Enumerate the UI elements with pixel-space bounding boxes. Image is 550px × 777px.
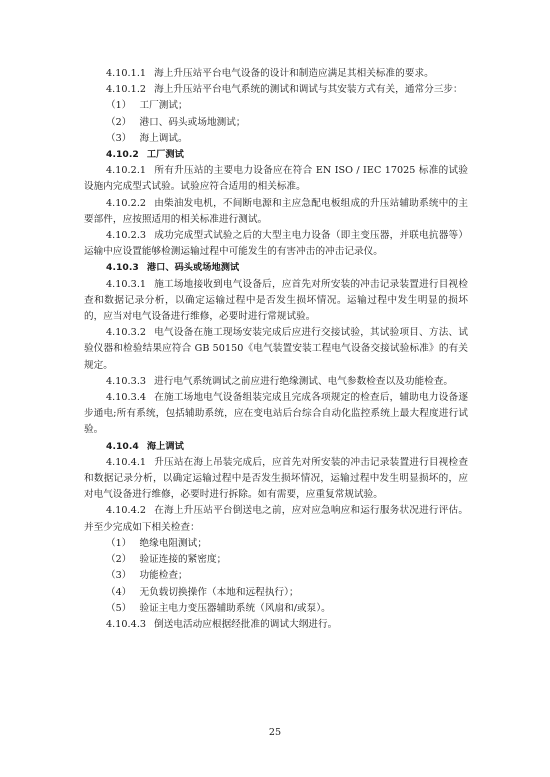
clause-4-10-2-2: 4.10.2.2 由柴油发电机，不间断电源和主应急配电板组成的升压站辅助系统中的主要部件，应按照适用的相关标准进行测试。 <box>84 197 468 225</box>
clause-4-10-4-3: 4.10.4.3 倒送电活动应根据经批准的调试大纲进行。 <box>106 618 338 630</box>
document-body <box>84 66 468 633</box>
clause-4-10-2-1: 4.10.2.1 所有升压站的主要电力设备应在符合 EN ISO / IEC 17025 标准的试验设施内完成型式试验。试验应符合适用的相关标准。 <box>84 165 468 193</box>
section-heading-4-10-4: 4.10.4 海上调试 <box>106 440 184 452</box>
clause-4-10-3-3: 4.10.3.3 进行电气系统调试之前应进行绝缘测试、电气参数检查以及功能检查。 <box>106 375 454 387</box>
section-heading-4-10-2: 4.10.2 工厂测试 <box>106 149 184 161</box>
list-item: （2） 港口、码头或场地测试； <box>106 116 246 128</box>
clause-4-10-3-4: 4.10.3.4 在施工场地电气设备组装完成且完成各项规定的检查后，辅助电力设备逐步通电;所有系统，包括辅助系统，应在变电站后台综合自动化监控系统上最大程度进行试验。 <box>84 392 468 436</box>
list-item: （4） 无负载切换操作（本地和远程执行）； <box>106 586 299 598</box>
clause-4-10-3-2: 4.10.3.2 电气设备在施工现场安装完成后应进行交接试验，其试验项目、方法、试验仪器和检验结果应符合 GB 50150《电气装置安装工程电气设备交接试验标准》的有关规定。 <box>84 327 468 371</box>
list-item: （3） 功能检查； <box>106 570 188 582</box>
section-heading-4-10-3: 4.10.3 港口、码头或场地测试 <box>106 262 240 274</box>
list-item: （3） 海上调试。 <box>106 132 188 144</box>
clause-4-10-1-1: 4.10.1.1 海上升压站平台电气设备的设计和制造应满足其相关标准的要求。 <box>106 68 434 79</box>
clause-4-10-3-1: 4.10.3.1 施工场地接收到电气设备后，应首先对所安装的冲击记录装置进行目视检查和数据记录分析，以确定运输过程中是否发生损坏情况。运输过程中发生明显的损坏的，应当对电气设备进行维修，必要时进行常规试验。 <box>84 278 468 323</box>
list-item: （2） 验证连接的紧密度； <box>106 554 227 566</box>
clause-4-10-4-2: 4.10.4.2 在海上升压站平台倒送电之前，应对应急响应和运行服务状况进行评估。并至少完成如下相关检查： <box>84 505 468 533</box>
clause-4-10-1-2: 4.10.1.2 海上升压站平台电气系统的测试和调试与其安装方式有关，通常分三步： <box>106 84 463 96</box>
clause-4-10-4-1: 4.10.4.1 升压站在海上吊装完成后，应首先对所安装的冲击记录装置进行目视检查和数据记录分析，以确定运输过程中是否发生损坏情况，运输过程中发生明显损坏的，应对电气设备进行维修，必要时进行拆除。如有需要，应重复常规试验。 <box>84 456 468 501</box>
list-item: （5） 验证主电力变压器辅助系统（风扇和/或泵）。 <box>106 602 331 614</box>
page-number: 25 <box>268 727 282 738</box>
list-item: （1） 绝缘电阻测试； <box>106 537 207 549</box>
clause-4-10-2-3: 4.10.2.3 成功完成型式试验之后的大型主电力设备（即主变压器，并联电抗器等）运输中应设置能够检测运输过程中可能发生的有害冲击的冲击记录仪。 <box>84 230 468 258</box>
list-item: （1） 工厂测试； <box>106 100 188 112</box>
